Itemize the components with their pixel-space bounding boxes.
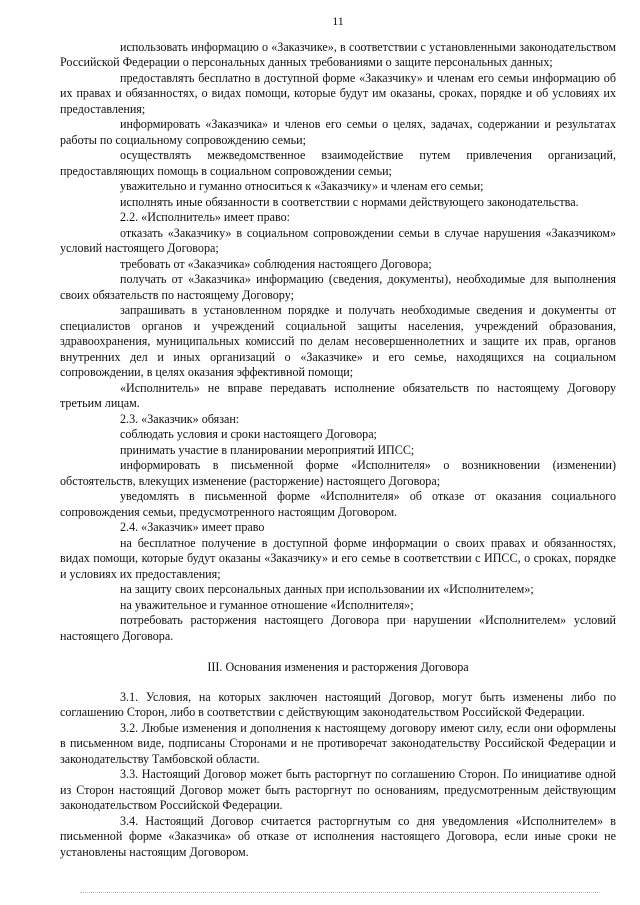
paragraph: соблюдать условия и сроки настоящего Договора;	[120, 427, 377, 441]
paragraph: на бесплатное получение в доступной форме информации о своих правах и обязанностях, видах помощи, которые будут оказаны «Заказчику» и его семье в соответствии с ИПСС, о сроках, порядке и условиях их предоставления;	[60, 535, 616, 581]
paragraph: уведомлять в письменной форме «Исполнителя» об отказе от оказания социального сопровождения семьи, предусмотренного настоящим Договором.	[60, 489, 616, 519]
clause-heading: 2.3. «Заказчик» обязан:	[120, 411, 240, 426]
paragraph: «Исполнитель» не вправе передавать исполнение обязательств по настоящему Договору третьим лицам.	[60, 380, 616, 410]
paragraph: принимать участие в планировании мероприятий ИПСС;	[120, 442, 415, 457]
paragraph: получать от «Заказчика» информацию (сведения, документы), необходимые для выполнения своих обязательств по настоящему Договору;	[60, 272, 616, 302]
footer-divider	[80, 892, 600, 893]
paragraph: использовать информацию о «Заказчике», в соответствии с установленными законодательством Российской Федерации о персональных данных требованиями о защите персональных данных;	[60, 39, 616, 69]
clause-heading: 2.4. «Заказчик» имеет право	[120, 520, 265, 534]
document-page	[60, 14, 616, 860]
paragraph: исполнять иные обязанности в соответствии с нормами действующего законодательства.	[120, 194, 579, 209]
paragraph: 3.1. Условия, на которых заключен настоящий Договор, могут быть изменены либо по соглашению Сторон, либо в соответствии с действующим законодательством Российской Федерации.	[60, 689, 616, 719]
paragraph: 3.2. Любые изменения и дополнения к настоящему договору имеют силу, если они оформлены в письменном виде, подписаны Сторонами и не противоречат законодательству Российской Федерации и законодательству Тамбовской области.	[60, 720, 616, 766]
page-number: 11	[332, 14, 344, 28]
paragraph: информировать «Заказчика» и членов его семьи о целях, задачах, содержании и результатах работы по социальному сопровождению семьи;	[60, 117, 616, 147]
paragraph: 3.3. Настоящий Договор может быть расторгнут по соглашению Сторон. По инициативе одной из Сторон настоящий Договор может быть расторгнут по основаниям, предусмотренным действующим законодательством Российской Федерации.	[60, 767, 616, 812]
paragraph: на уважительное и гуманное отношение «Исполнителя»;	[120, 597, 414, 612]
paragraph: информировать в письменной форме «Исполнителя» о возникновении (изменении) обстоятельств, влекущих изменение (расторжение) настоящего Договора;	[60, 458, 616, 488]
paragraph: потребовать расторжения настоящего Договора при нарушении «Исполнителем» условий настоящего Договора.	[60, 613, 616, 643]
paragraph: уважительно и гуманно относиться к «Заказчику» и членам его семьи;	[120, 179, 484, 193]
section-heading: III. Основания изменения и расторжения Договора	[207, 660, 469, 674]
paragraph: предоставлять бесплатно в доступной форме «Заказчику» и членам его семьи информацию об их правах и обязанностях, о видах помощи, которые будут им оказаны, сроках, порядке и об условиях их предоставления;	[60, 70, 616, 116]
paragraph: на защиту своих персональных данных при использовании их «Исполнителем»;	[120, 582, 534, 596]
paragraph: требовать от «Заказчика» соблюдения настоящего Договора;	[120, 256, 432, 271]
paragraph: запрашивать в установленном порядке и получать необходимые сведения и документы от специалистов органов и учреждений социальной защиты населения, учреждений образования, здравоохранения, муниципальных комиссий по делам несовершеннолетних и защите их прав, органов внутренних дел и иных организаций о «Заказчике» и его семье, находящихся на социальном сопровождении, в целях оказания эффективной помощи;	[60, 303, 616, 379]
paragraph: отказать «Заказчику» в социальном сопровождении семьи в случае нарушения «Заказчиком» условий настоящего Договора;	[60, 225, 616, 255]
paragraph: осуществлять межведомственное взаимодействие путем привлечения организаций, предоставляющих помощь в социальном сопровождении семьи;	[60, 148, 616, 178]
paragraph: 3.4. Настоящий Договор считается расторгнутым со дня уведомления «Исполнителем» в письменной форме «Заказчика» об отказе от исполнения настоящего Договора, если иные сроки не установлены настоящим Договором.	[60, 813, 616, 859]
clause-heading: 2.2. «Исполнитель» имеет право:	[120, 210, 291, 224]
